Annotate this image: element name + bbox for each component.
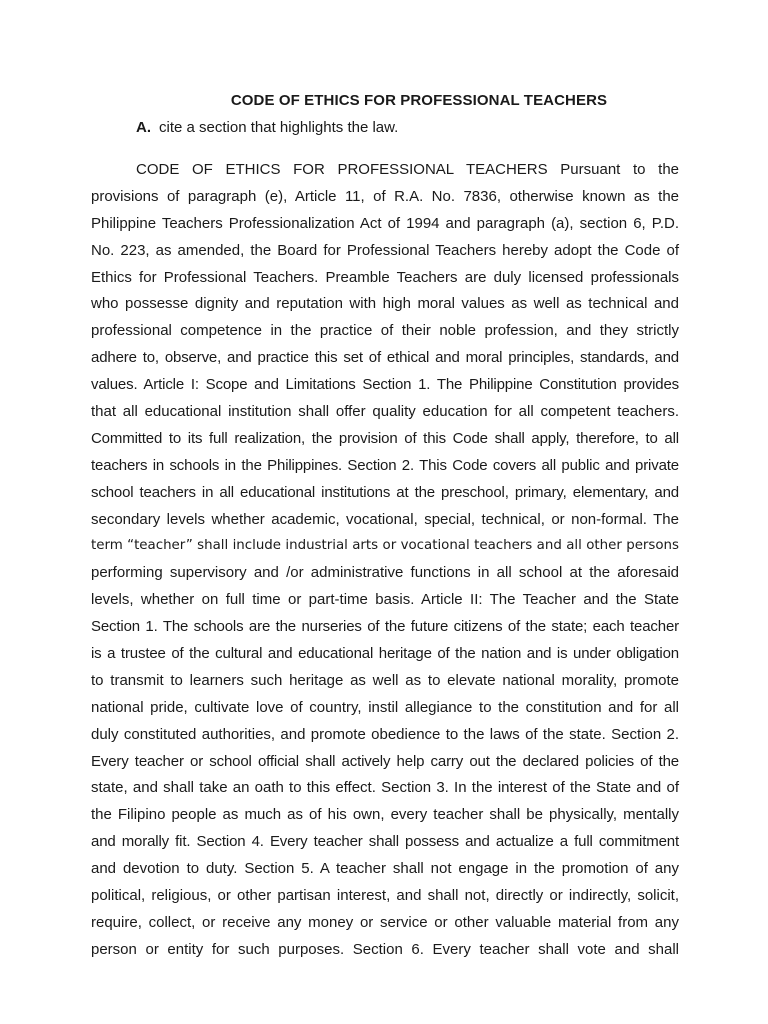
body-line: and morally fit. Section 4. Every teacher shall possess and actualize a full commitment: [91, 833, 679, 851]
body-line: and devotion to duty. Section 5. A teacher shall not engage in the promotion of any: [91, 860, 679, 878]
body-line: national pride, cultivate love of country, instil allegiance to the constitution and for all: [91, 698, 679, 716]
body-line: adhere to, observe, and practice this set of ethical and moral principles, standards, and: [91, 349, 679, 367]
body-line: values. Article I: Scope and Limitations Section 1. The Philippine Constitution provides: [91, 376, 679, 394]
body-line: to transmit to learners such heritage as well as to elevate national morality, promote: [91, 671, 679, 689]
subheading-text: cite a section that highlights the law.: [159, 119, 399, 136]
body-line: that all educational institution shall offer quality education for all competent teachers.: [91, 403, 679, 421]
body-line: Philippine Teachers Professionalization Act of 1994 and paragraph (a), section 6, P.D.: [91, 214, 679, 232]
body-line: political, religious, or other partisan interest, and shall not, directly or indirectly, solicit,: [91, 887, 679, 905]
document-title: CODE OF ETHICS FOR PROFESSIONAL TEACHERS: [230, 92, 608, 109]
subheading-letter: A.: [136, 119, 151, 136]
subheading: [136, 119, 398, 136]
body-paragraph: [91, 157, 679, 964]
body-line: duly constituted authorities, and promote obedience to the laws of the state. Section 2.: [91, 725, 679, 743]
body-line: provisions of paragraph (e), Article 11, of R.A. No. 7836, otherwise known as the: [91, 187, 679, 205]
body-line: performing supervisory and /or administrative functions in all school at the aforesaid: [91, 564, 679, 582]
body-line: teachers in schools in the Philippines. Section 2. This Code covers all public and private: [91, 456, 679, 474]
body-line: Ethics for Professional Teachers. Preamble Teachers are duly licensed professionals: [91, 268, 679, 286]
body-line: person or entity for such purposes. Section 6. Every teacher shall vote and shall: [91, 940, 679, 958]
body-line: Committed to its full realization, the provision of this Code shall apply, therefore, to all: [91, 429, 679, 447]
body-line: secondary levels whether academic, vocational, special, technical, or non-formal. The: [91, 510, 679, 528]
body-line: CODE OF ETHICS FOR PROFESSIONAL TEACHERS Pursuant to the: [136, 161, 679, 178]
body-line: No. 223, as amended, the Board for Professional Teachers hereby adopt the Code of: [91, 241, 679, 259]
body-line: Every teacher or school official shall actively help carry out the declared policies of the: [91, 752, 679, 770]
body-line: the Filipino people as much as of his own, every teacher shall be physically, mentally: [91, 806, 679, 824]
body-line: term “teacher” shall include industrial arts or vocational teachers and all other persons: [91, 538, 679, 554]
body-line: professional competence in the practice of their noble profession, and they strictly: [91, 322, 679, 340]
body-line: require, collect, or receive any money or service or other valuable material from any: [91, 913, 679, 931]
body-line: levels, whether on full time or part-time basis. Article II: The Teacher and the State: [91, 591, 679, 609]
body-line: Section 1. The schools are the nurseries of the future citizens of the state; each teacher: [91, 618, 679, 636]
body-line: school teachers in all educational institutions at the preschool, primary, elementary, and: [91, 483, 679, 501]
body-line: state, and shall take an oath to this effect. Section 3. In the interest of the State and of: [91, 779, 679, 797]
body-line: who possesse dignity and reputation with high moral values as well as technical and: [91, 295, 679, 313]
body-line: is a trustee of the cultural and educational heritage of the nation and is under obligation: [91, 645, 679, 663]
